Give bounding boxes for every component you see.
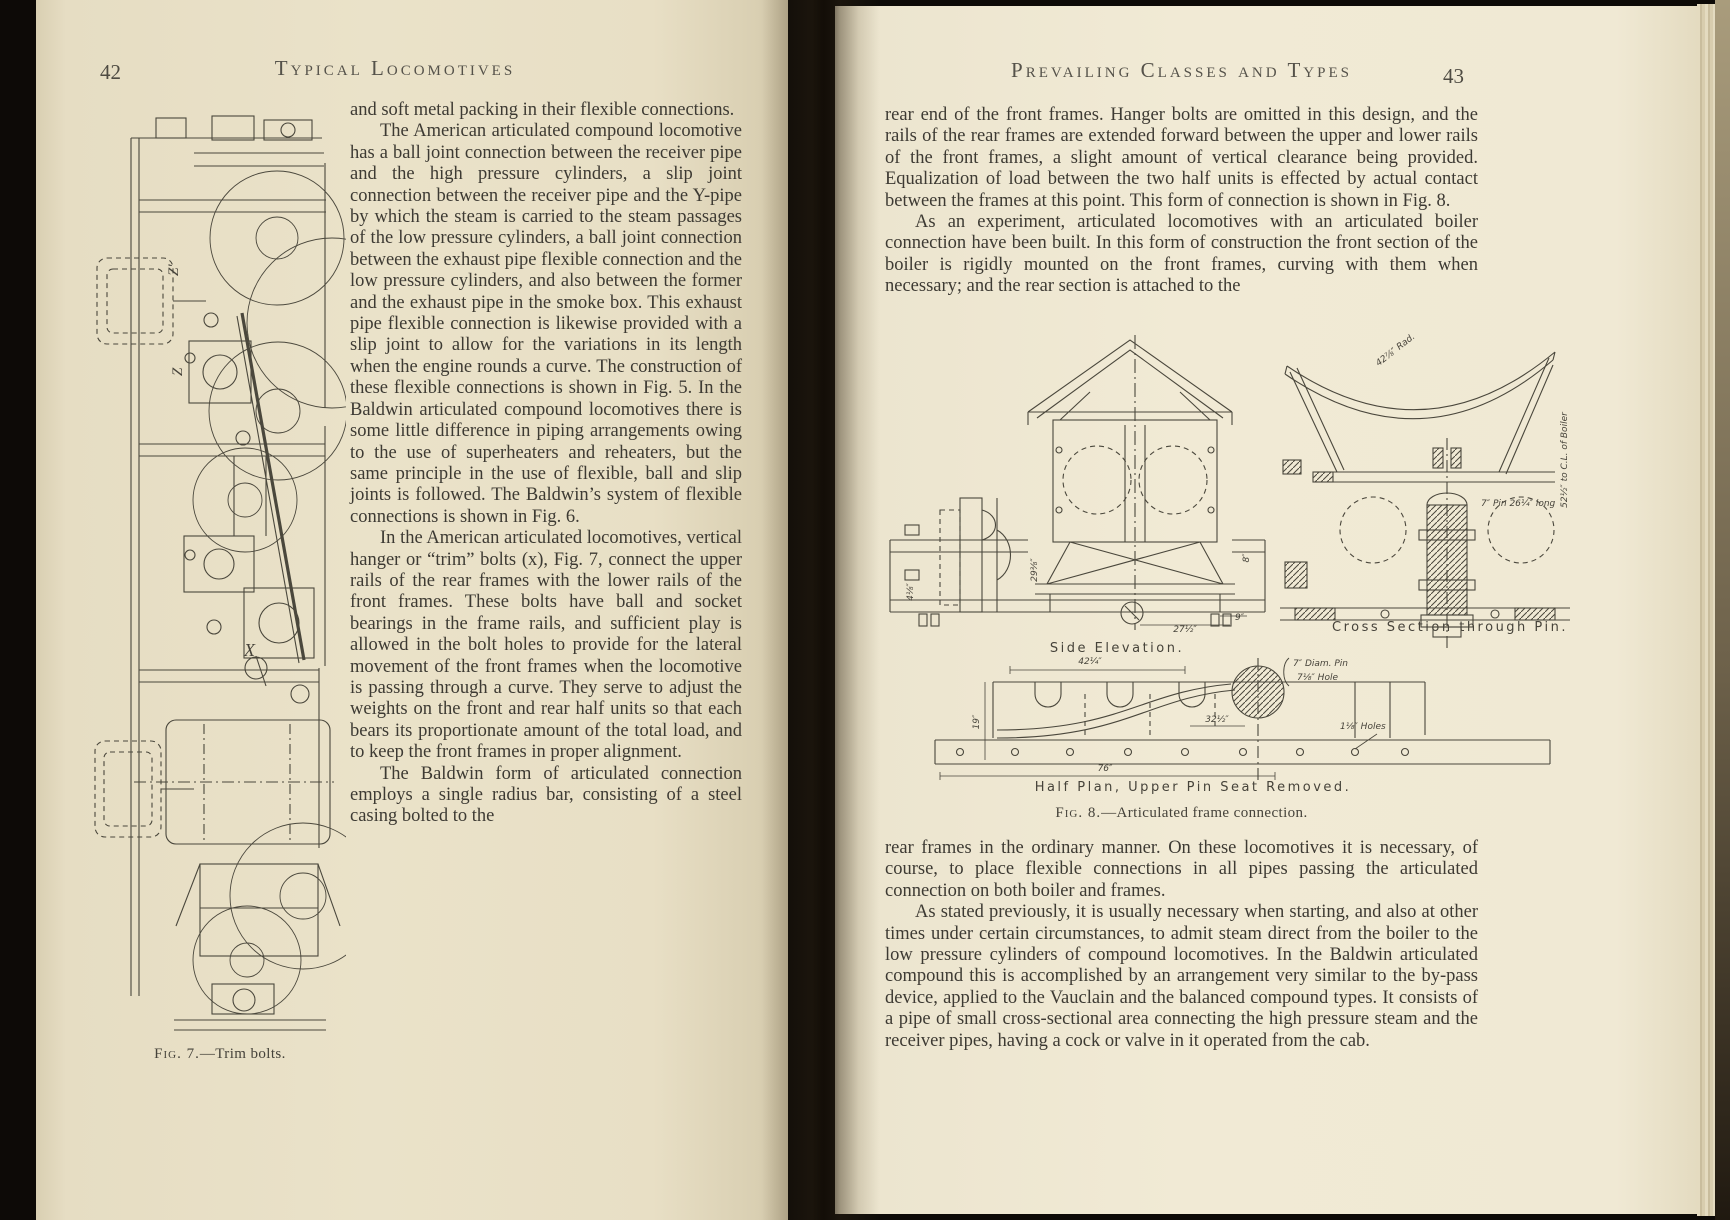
fig7-trim-bolts-drawing (94, 108, 346, 1036)
left-body-text (350, 100, 742, 828)
dim-19: 19″ (972, 714, 982, 730)
dim-42-quarter: 42¼″ (1078, 657, 1102, 667)
fig7-caption-number: Fig. 7. (154, 1046, 200, 1062)
fig7-label-z: Z (170, 367, 186, 376)
fig7-label-x: X (244, 640, 255, 660)
dim-1-eighth-holes: 1⅛″ Holes (1340, 722, 1386, 732)
fig8-articulated-frame-drawing (885, 330, 1575, 795)
paragraph: In the American articulated locomotives, vertical hanger or “trim” bolts (x), Fig. 7, connect the upper rails of the rear frames with the lower rails of the front frames. These bolts have ball and socket bearings in the frame rails, and sufficient play is allowed in the bolt holes to provide for the lateral movement of the front frames when the locomotive is passing through a curve. They serve to adjust the weights on the front and rear half units so that each bears its proportionate amount of the total load, and to keep the front frames in proper alignment. (350, 528, 742, 763)
paragraph: As an experiment, articulated locomotives with an articulated boiler connection have been built. In this form of construction the front section of the boiler is rigidly mounted on the front frames, curving with them when necessary; and the rear section is attached to the (885, 212, 1478, 297)
page-edges (1697, 4, 1717, 1216)
left-page-number: 42 (100, 60, 121, 84)
paragraph: The Baldwin form of articulated connection employs a single radius bar, consisting of a steel casing bolted to the (350, 763, 742, 827)
fig7-caption (94, 1046, 346, 1063)
right-page (835, 6, 1703, 1214)
dim-4-eighth: 4⅛″ (906, 583, 916, 601)
dim-7-diam-pin: 7″ Diam. Pin (1293, 659, 1349, 669)
dim-27-half: 27½″ (1173, 625, 1197, 635)
fig8-caption-number: Fig. 8. (1055, 805, 1102, 821)
fig8-cross-section-label: Cross Section through Pin. (1332, 620, 1568, 635)
paragraph: rear end of the front frames. Hanger bolts are omitted in this design, and the rails of the rear frames are extended forward between the upper and lower rails of the front frames, a slight amount of vertical clearance being provided. Equalization of load between the two half units is effected by actual contact between the frames at this point. This form of connection is shown in Fig. 8. (885, 105, 1478, 211)
paragraph: The American articulated compound locomotive has a ball joint connection between the receiver pipe and the high pressure cylinders, a slip joint connection between the receiver pipe and the Y-pipe by which the steam is carried to the steam passages of the low pressure cylinders, a ball joint connection between the exhaust pipe flexible connection and the low pressure cylinders, and also between the former and the exhaust pipe in the smoke box. This exhaust pipe flexible connection is likewise provided with a slip joint to allow for the variations in its length when the engine rounds a curve. The construction of these flexible connections is shown in Fig. 5. In the Baldwin articulated compound locomotives there is some little difference in piping arrangements owing to the use of superheaters and reheaters, but the same principle in the use of flexible, ball and slip joints is followed. The Baldwin’s system of flexible connections is shown in Fig. 6. (350, 121, 742, 527)
dim-29: 29⅜″ (1030, 558, 1040, 582)
dim-42-rad: 42⅞″ Rad. (1374, 332, 1418, 369)
right-running-header: Prevailing Classes and Types (1011, 58, 1352, 82)
fig8-half-plan-label: Half Plan, Upper Pin Seat Removed. (1034, 780, 1352, 795)
fig7-label-z-prime: Z′ (166, 264, 182, 276)
dim-76: 76″ (1097, 764, 1113, 774)
fig8-side-elevation-label: Side Elevation. (1049, 641, 1185, 656)
right-page-number: 43 (1443, 64, 1464, 88)
fig8-caption-title: —Articulated frame connection. (1101, 805, 1308, 821)
dim-32-half: 32½″ (1205, 715, 1229, 725)
fig7-caption-title: —Trim bolts. (199, 1046, 286, 1062)
paragraph: As stated previously, it is usually necessary when starting, and also at other times under certain circumstances, to admit steam direct from the boiler to the low pressure cylinders of compound locomotives. In the Baldwin articulated compound this is accomplished by an arrangement very similar to the by-pass device, applied to the Vauclain and the balanced compound types. It consists of a pipe of small cross-sectional area connecting the high pressure steam and the receiver pipes, having a cock or valve in it operated from the cab. (885, 902, 1478, 1051)
dim-9: 9″ (1235, 613, 1245, 623)
fig8-caption (885, 805, 1478, 822)
left-page (36, 0, 788, 1220)
paragraph: and soft metal packing in their flexible connections. (350, 100, 735, 120)
dim-7-pin-long: 7″ Pin 26¼″ long (1481, 499, 1556, 509)
right-body-text-top (885, 105, 1478, 298)
paragraph: rear frames in the ordinary manner. On these locomotives it is necessary, of course, to place flexible connections in all pipes passing the articulated connection on both boiler and frames. (885, 838, 1478, 901)
right-body-text-bottom (885, 838, 1478, 1052)
left-running-header: Typical Locomotives (274, 56, 516, 80)
dim-8: 8″ (1242, 553, 1252, 563)
dim-7-hole: 7⅛″ Hole (1297, 673, 1338, 683)
dim-52-cl-boiler: 52½″ to C.L. of Boiler (1560, 412, 1570, 508)
book-edge-shadow (1715, 0, 1730, 1220)
